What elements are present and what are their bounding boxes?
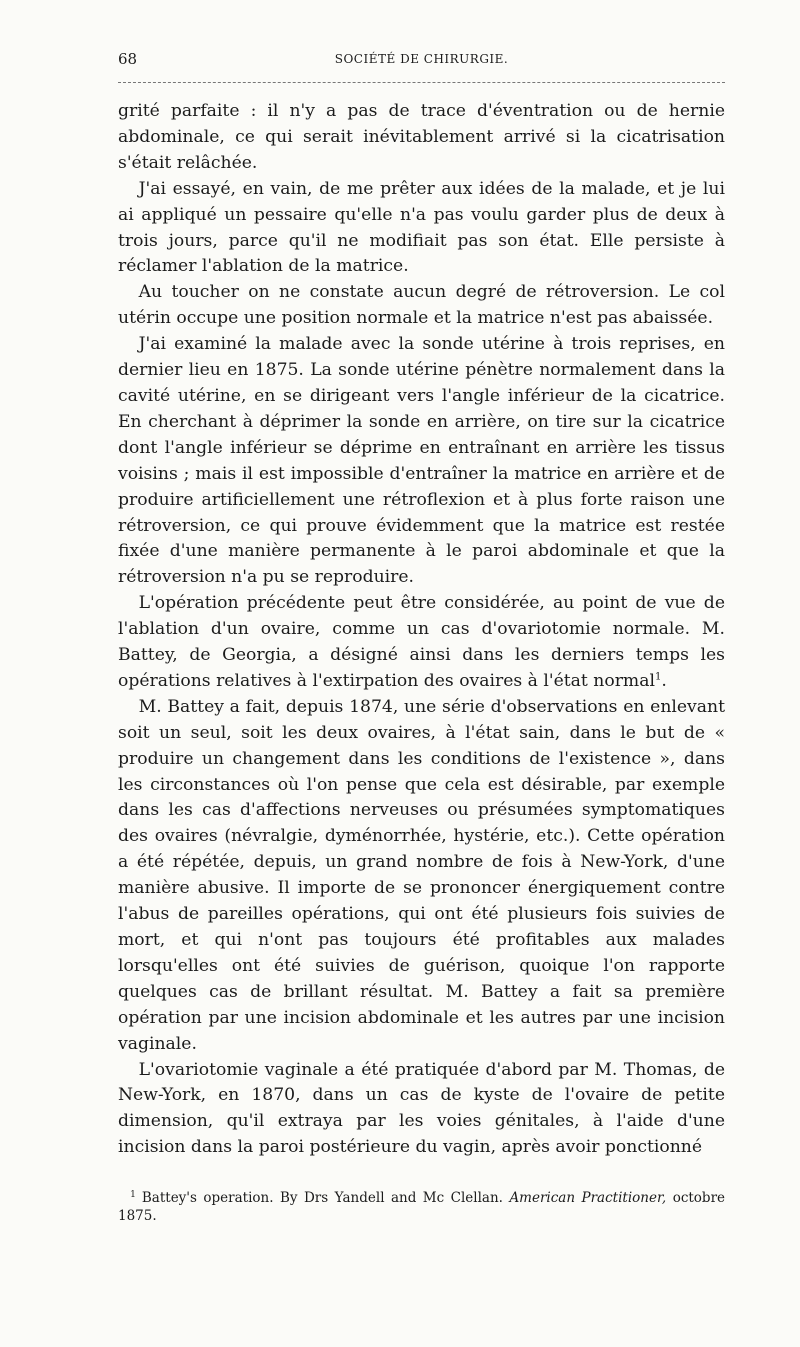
footnote-date: octobre 1875. [118,1190,726,1225]
paragraph-text: L'opération précédente peut être considérée, au point de vue de l'ablation d'un ovaire, comme un cas d'ovariotomie normale. M. Battey, de Georgia, a désigné ainsi dans les derniers temps les opérations relatives à l'extirpation des ovaires à l'état normal [118,593,725,691]
footnote-marker: 1 [130,1189,136,1200]
paragraph: Au toucher on ne constate aucun degré de rétroversion. Le col utérin occupe une position normale et la matrice n'est pas abaissée. [118,282,725,329]
running-title: SOCIÉTÉ DE CHIRURGIE. [334,52,509,66]
body-text [118,99,725,1161]
paragraph: J'ai essayé, en vain, de me prêter aux idées de la malade, et je lui ai appliqué un pessaire qu'elle n'a pas voulu garder plus de deux à trois jours, parce qu'il ne modifiait pas son état. Elle persiste à réclamer l'ablation de la matrice. [118,178,725,277]
paragraph: L'ovariotomie vaginale a été pratiquée d'abord par M. Thomas, de New-York, en 1870, dans un cas de kyste de l'ovaire de petite dimension, qu'il extraya par les voies génitales, à l'aide d'une incision dans la paroi postérieure du vagin, après avoir ponctionné [118,1059,725,1158]
header-rule [118,82,725,83]
footnote-reference: 1 [654,671,662,683]
paragraph-with-footnote-ref: L'opération précédente peut être considérée, au point de vue de l'ablation d'un ovaire, comme un cas d'ovariotomie normale. M. Battey, de Georgia, a désigné ainsi dans les derniers temps les opérations relatives à l'extirpation des ovaires à l'état normal$^1$. [118,593,725,691]
paragraph: J'ai examiné la malade avec la sonde utérine à trois reprises, en dernier lieu en 1875. La sonde utérine pénètre normalement dans la cavité utérine, en se dirigeant vers l'angle inférieur de la cicatrice. En cherchant à déprimer la sonde en arrière, on tire sur la cicatrice dont l'angle inférieur se déprime en entraînant en arrière les tissus voisins ; mais il est impossible d'entraîner la matrice en arrière et de produire artificiellement une rétroflexion et à plus forte raison une rétroversion, ce qui prouve évidemment que la matrice est restée fixée d'une manière permanente à le paroi abdominale et que la rétroversion n'a pu se reproduire. [118,334,725,588]
paragraph: M. Battey a fait, depuis 1874, une série d'observations en enlevant soit un seul, soit les deux ovaires, à l'état sain, dans le but de « produire un changement dans les conditions de l'existence », dans les circonstances où l'on pense que cela est désirable, par exemple dans les cas d'affections nerveuses ou présumées symptomatiques des ovaires (névralgie, dyménorrhée, hystérie, etc.). Cette opération a été répétée, depuis, un grand nombre de fois à New-York, d'une manière abusive. Il importe de se prononcer énergiquement contre l'abus de pareilles opérations, qui ont été plusieurs fois suivies de mort, et qui n'ont pas toujours été profitables aux malades lorsqu'elles ont été suivies de guérison, quoique l'on rapporte quelques cas de brillant résultat. M. Battey a fait sa première opération par une incision abdominale et les autres par une incision vaginale. [118,696,725,1054]
footnote-journal: American Practitioner, [509,1190,667,1207]
footnote [118,1189,725,1225]
book-page [118,50,725,1225]
paragraph: grité parfaite : il n'y a pas de trace d'éventration ou de hernie abdominale, ce qui serait inévitablement arrivé si la cicatrisation s'était relâchée. [118,101,725,173]
page-header [118,50,725,72]
footnote-text: Battey's operation. By Drs Yandell and Mc Clellan. [141,1190,503,1207]
page-number: 68 [118,50,138,68]
